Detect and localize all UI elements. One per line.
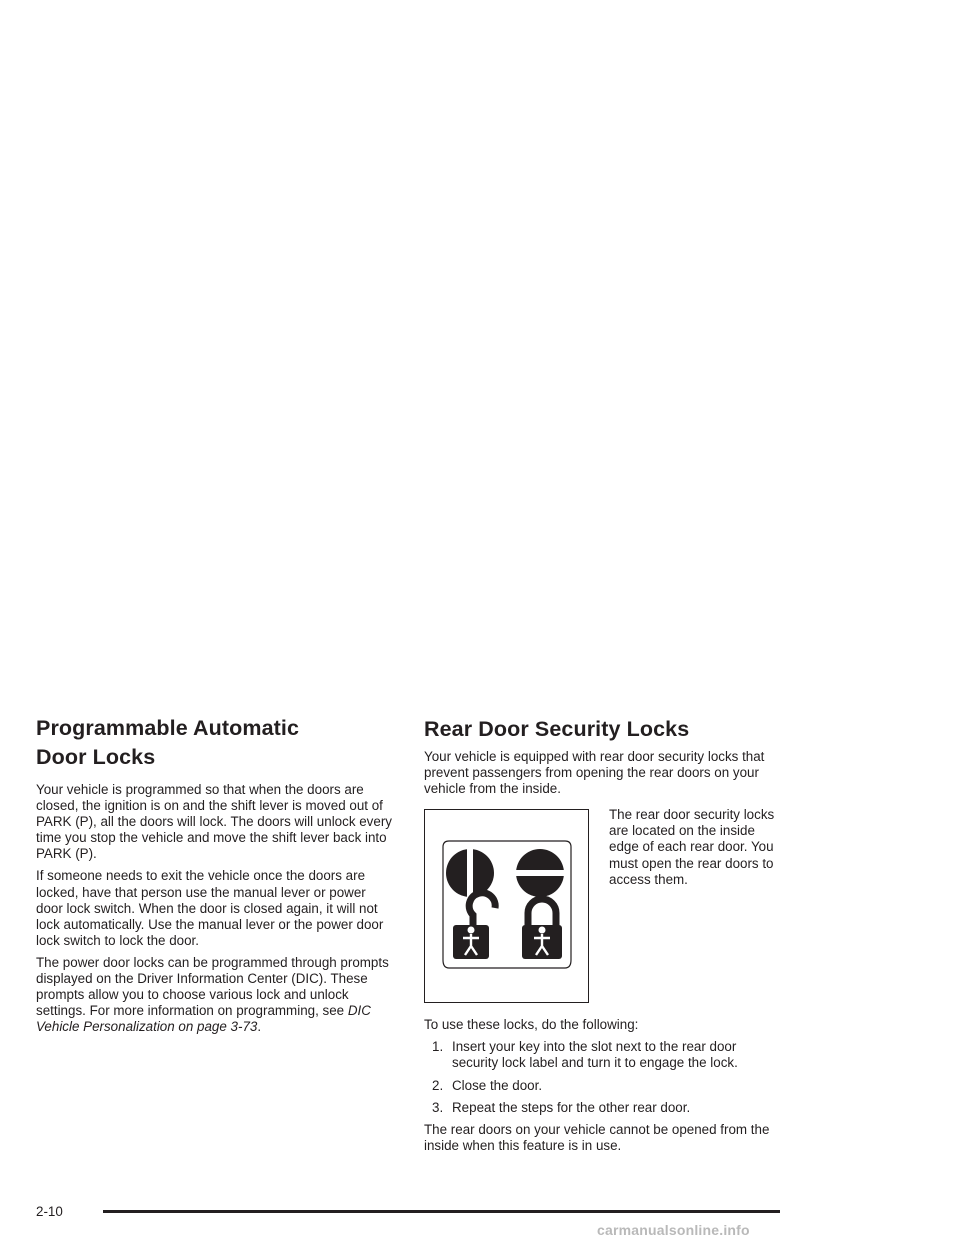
step-number: 2. (432, 1077, 444, 1093)
step-number: 3. (432, 1099, 444, 1115)
step-number: 1. (432, 1039, 444, 1055)
figure-caption: The rear door security locks are located on the inside edge of each rear door. You must open the rear doors to access them. (609, 807, 775, 887)
locked-child-icon (522, 899, 562, 959)
dic-text: The power door locks can be programmed through prompts displayed on the Driver Information Center (DIC). These prompts allow you to choose various lock and unlock settings. For more information on programming, see (36, 954, 389, 1019)
unlocked-child-icon (453, 893, 495, 959)
list-item (432, 1078, 784, 1094)
security-lock-figure (424, 809, 589, 1003)
section-heading-rear-security-locks: Rear Door Security Locks (424, 717, 690, 741)
figure-row (424, 807, 784, 1005)
paragraph-cannot-open: The rear doors on your vehicle cannot be opened from the inside when this feature is in use. (424, 1121, 770, 1153)
section-heading-automatic-locks (36, 714, 392, 772)
dic-page-reference[interactable]: DIC Vehicle Personalization on page 3-73 (36, 1003, 371, 1035)
paragraph-dic-programming (36, 955, 392, 1035)
steps-list (424, 1039, 784, 1115)
left-column (36, 714, 392, 1035)
paragraph-exit-vehicle: If someone needs to exit the vehicle once the doors are locked, have that person use the manual lever or power door lock switch. When the door is closed again, it will not lock automatically. Use the manual lever or the power door lock switch to lock the door. (36, 868, 384, 948)
list-item (432, 1039, 784, 1071)
heading-line-2: Door Locks (36, 745, 156, 769)
step-text: Repeat the steps for the other rear door. (452, 1099, 691, 1115)
footer-divider (103, 1210, 780, 1213)
step-text: Close the door. (452, 1077, 543, 1093)
security-lock-label-illustration (425, 810, 587, 1001)
list-item (432, 1100, 784, 1116)
paragraph-equipped: Your vehicle is equipped with rear door security locks that prevent passengers from opening the rear doors on your vehicle from the inside. (424, 749, 765, 797)
page-number: 2-10 (36, 1204, 63, 1219)
right-column (424, 714, 784, 1154)
step-text: Insert your key into the slot next to the rear door security lock label and turn it to engage the lock. (452, 1039, 738, 1071)
paragraph-programmed: Your vehicle is programmed so that when the doors are closed, the ignition is on and the shift lever is moved out of PARK (P), all the doors will lock. The doors will unlock every time you stop the vehicle and move the shift lever back into PARK (P). (36, 782, 392, 862)
paragraph-use-locks: To use these locks, do the following: (424, 1017, 639, 1033)
heading-line-1: Programmable Automatic (36, 716, 300, 740)
dic-period: . (257, 1019, 262, 1035)
watermark: carmanualsonline.info (597, 1222, 750, 1238)
slot-horizontal-icon (515, 849, 565, 897)
